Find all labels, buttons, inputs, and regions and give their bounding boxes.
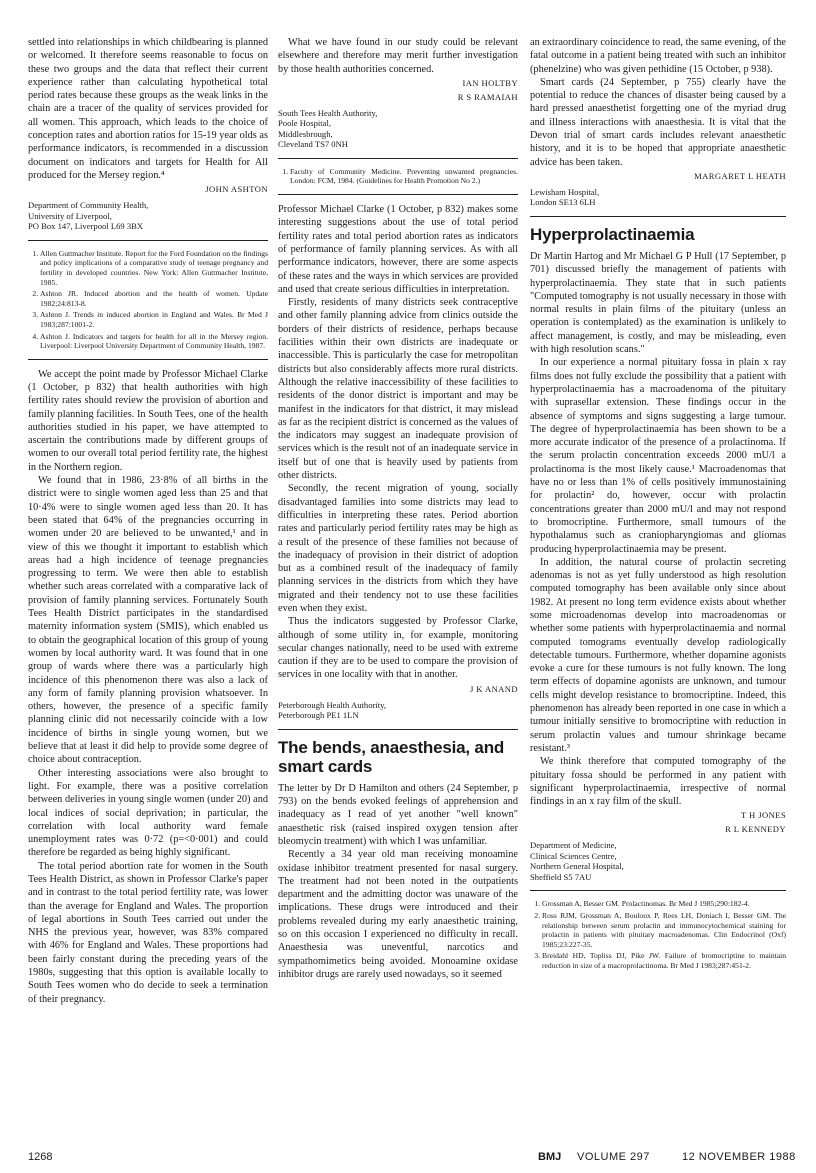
divider: [278, 194, 518, 195]
paragraph: What we have found in our study could be relevant elsewhere and therefore may merit further investigation by those health authorities concerned.: [278, 37, 518, 75]
paragraph: Firstly, residents of many districts seek contraceptive and other family planning advice from clinics outside the borders of their districts of residence, perhaps because facilities within their own districts are inadequate or inaccessible. This is particularly the case for metropolitan districts but also considerably affects more rural districts. Although the relative inaccessibility of these facilities to residents of the donor district is important and may be manifest in the indicators for that district, it may mislead as far as the recipient district is concerned as the values of the indicators may suggest an inadequate provision of services which is the result not of an inadequate service in itself but of one that is heavily used by patients from other districts.: [278, 297, 518, 482]
paragraph: The total period abortion rate for women in the South Tees Health District, as shown in Professor Clarke's paper and in contrast to the total period fertility rate, was lower than the average for England and Wales. The proportion of legal abortions in South Tees carried out under the NHS the previous year, however, was 83% compared with 46% for England and Wales. These proportions had been fairly constant during the preceding years of the 1980s, suggesting that this option is available locally to South Tees women who do decide to seek a termination of their pregnancy.: [28, 860, 268, 1005]
paragraph: Secondly, the recent migration of young, socially disadvantaged families into some districts may lead to difficulties in interpreting these rates. Period abortion rates and particularly period fertility rates may be high as a result of the presence of these families not because of the inadequacy of provision in their district of adoption but as a combined result of the inadequacy of family planning services in the districts from which they have migrated and their tendency not to use these facilities even when they exist.: [278, 483, 518, 614]
divider: [278, 158, 518, 159]
page-number: 1268: [28, 1151, 53, 1163]
reference-item: 3. Ashton J. Trends in induced abortion in England and Wales. Br Med J 1983;287:1001-2.: [40, 310, 268, 329]
paragraph: Professor Michael Clarke (1 October, p 832) makes some interesting suggestions about the use of total period fertility rates and total period abortion rates as indicators of performance of family planning services. As with all performance indicators, however, there are some aspects of these rates and the ways in which services are provided and used that create serious difficulties in interpretation.: [278, 204, 518, 295]
journal-name: BMJ: [538, 1151, 562, 1163]
author-address: Department of Medicine, Clinical Sciences Centre, Northern General Hospital, Sheffield S5 7AU: [530, 840, 624, 882]
reference-item: 1. Allen Guttmacher Institute. Report for the Ford Foundation on the findings and policy implications of a comparative study of teenage pregnancy and fertility in developed countries. New York: Allen Guttmacher Institute, 1985.: [40, 249, 268, 287]
section-heading: The bends, anaesthesia, and smart cards: [278, 737, 505, 776]
reference-item: 1. Grossman A, Besser GM. Prolactinomas. Br Med J 1985;290:182-4.: [542, 899, 786, 909]
column-3: [530, 36, 786, 973]
paragraph: We accept the point made by Professor Michael Clarke (1 October, p 832) that health authorities with high fertility rates should review the provision of abortion and family planning facilities. In South Tees, one of the health authorities studied in his paper, we have attempted to ascertain the contributions made by different groups of women to our overall total period fertility rate, the highest in the Northern region.: [28, 368, 268, 473]
section-heading: Hyperprolactinaemia: [530, 224, 695, 244]
author-signature: IAN HOLTBY: [462, 77, 518, 88]
reference-item: 1. Faculty of Community Medicine. Preventing unwanted pregnancies. London: FCM, 1984. (Guidelines for Health Promotion No 2.): [290, 167, 518, 186]
paragraph: Dr Martin Hartog and Mr Michael G P Hull (17 September, p 701) discussed briefly the management of patients with hyperprolactinaemia. They state that in such patients "Computed tomography is not usually necessary in those with normal results in plain films of the pituitary (unless an operation is contemplated) as the examination is unlikely to affect management, is costly, and may be misleading, even with high resolution scans.": [530, 250, 786, 356]
paragraph: In our experience a normal pituitary fossa in plain x ray films does not fully exclude the possibility that a patient with hyperprolactinaemia has a macroadenoma of the pituitary with suprasellar extension. These findings occur in the absence of symptoms and signs suggesting a large tumour. The degree of hyperprolactinaemia has been shown to be a more accurate indicator of the presence of a prolactinoma. If the serum prolactin concentration exceeds 2000 mU/l a prolactinoma is the most likely cause.¹ Macroadenomas that have no or less than 1% of cells positively immunostaining for prolactin² do, however, occur with prolactin concentrations greater than 2000 mU/l and may not respond to bromocriptine. Furthermore, small tumours of the hypothalamus such as craniopharyngiomas and gliomas producing hyperprolactinaemia may be present.: [530, 357, 786, 555]
paragraph: We found that in 1986, 23·8% of all births in the district were to single women aged less than 25 and that 10·4% were to single women aged less than 20. It has been stated that 64% of the pregnancies occurring in women under 20 are believed to be unwanted,¹ and in view of this we thought it important to establish which areas had a high incidence of teenage pregnancies progressing to term. We were then able to establish whether such areas correlated with a comparative lack of provision of family planning services. Fortunately South Tees Health District participates in the standardised maternity information system (SMIS), which enabled us to obtain the geographical location of this group of young women by local authority ward. It was found that in one group of wards where there was a particularly high incidence of this phenomenon there was also a lack of any form of family planning provision whatsoever. In others, however, the presence of a specific family planning clinic did not necessarily coincide with a low incidence of births in single young women, but we believe that at least it did help to provide some degree of choice about contraception.: [28, 475, 268, 766]
divider: [28, 359, 268, 360]
column-2: [278, 36, 518, 981]
paragraph: The letter by Dr D Hamilton and others (24 September, p 793) on the bends evoked feelings of apprehension and inadequacy as I read of yet another "well known" anaesthetic risk (raised inspired oxygen tension after bleomycin treatment) with which I was unfamiliar.: [278, 782, 518, 847]
author-signature: MARGARET L HEATH: [694, 170, 786, 181]
divider: [530, 890, 786, 891]
paragraph: an extraordinary coincidence to read, the same evening, of the fatal outcome in a patient being treated with such an inhibitor (phenelzine) who was given pethidine (15 October, p 938).: [530, 37, 786, 75]
reference-item: 2. Ross RJM, Grossman A, Bouloux P, Rees LH, Doniach I, Besser GM. The relationship between serum prolactin and immunocytochemical staining for prolactin in patients with pituitary macroadenomas. Clin Endocrinol (Oxf) 1985;23:227-35.: [542, 911, 786, 949]
author-address: Peterborough Health Authority, Peterborough PE1 1LN: [278, 699, 387, 721]
reference-item: 2. Ashton JR. Induced abortion and the health of women. Update 1982;24:813-8.: [40, 289, 268, 308]
paragraph: Recently a 34 year old man receiving monoamine oxidase inhibitor treatment presented for nasal surgery. The treatment had not been noted in the outpatients department and the admitting doctor was unaware of the implications. These drugs were introduced and their problems revealed during my early anaesthetic training, so on this occasion I experienced no difficulty in recall. Anaesthesia was uneventful, narcotics and sympathomimetics being avoided. Monoamine oxidase inhibitor drugs are rarely used nowadays, so it seemed: [278, 849, 518, 980]
divider: [278, 729, 518, 730]
journal-volume: VOLUME 297: [577, 1151, 650, 1163]
paragraph: Other interesting associations were also brought to light. For example, there was a positive correlation between deliveries in young single women (under 20) and local indices of social deprivation; in particular, the correlation with local authority ward female unemployment rates was 0·72 (p=<0·001) and could therefore be regarded as being highly significant.: [28, 767, 268, 859]
issue-date: 12 NOVEMBER 1988: [682, 1151, 796, 1163]
author-signature: T H JONES: [741, 810, 786, 821]
author-address: Lewisham Hospital, London SE13 6LH: [530, 186, 600, 208]
paragraph: settled into relationships in which childbearing is planned or welcomed. It therefore seems reasonable to focus on these two groups and the data that reflect their current experience rather than calculating hypothetical total period rates because these groups as the weak links in the chain are a tracer of the quality of services provided for all women. This approach, which leads to the choice of conception rates and abortion ratios for 15-19 year olds as performance indicators, is recommended in a discussion document on indicators and targets for Health for All produced for the Mersey region.⁴: [28, 37, 268, 181]
paragraph: Thus the indicators suggested by Professor Clarke, although of some utility in, for example, monitoring secular changes nationally, need to be used with extreme caution if they are to be used to compare the provision of services in one locality with that in another.: [278, 616, 518, 681]
column-1: [28, 36, 268, 1006]
author-signature: R S RAMAIAH: [457, 91, 518, 102]
paragraph: In addition, the natural course of prolactin secreting adenomas is not as yet fully understood as high resolution computed tomography has been available only since about 1982. At present no long term evidence exists about whether some microadenomas develop into macroadenomas or whether some patients with hyperprolactinaemia and normal computed tomograms eventually develop radiologically detectable tumours. Furthermore, whether dopamine agonists evoke a cure for these tumours is not fully known. The long term effects of dopamine agonists are unknown, and tumour cells might develop resistance to bromocriptine. Indeed, this phenomenon has already been reported in one case in which a tumour initially sensitive to bromocriptine with reduction in serum prolactin values and tumour shrinkage became resistant.³: [530, 556, 786, 754]
author-signature: J K ANAND: [469, 683, 518, 694]
paragraph: Smart cards (24 September, p 755) clearly have the potential to reduce the chances of disaster being caused by a hard pressed anaesthetist forgetting one of the myriad drug and illness interactions with anaesthesia. It is vital that the Devon trial of smart cards includes relevant anaesthetic history, and it is to be hoped that appropriate anaesthetic advice has been taken.: [530, 76, 786, 168]
author-address: Department of Community Health, University of Liverpool, PO Box 147, Liverpool L69 3BX: [28, 200, 149, 232]
paragraph: We think therefore that computed tomography of the pituitary fossa should be performed in any patient with significant hyperprolactinaemia, irrespective of normal findings in an x ray film of the skull.: [530, 756, 786, 808]
reference-list: [530, 899, 786, 970]
author-address: South Tees Health Authority, Poole Hospital, Middlesbrough, Cleveland TS7 0NH: [278, 107, 378, 150]
reference-list: [28, 249, 268, 351]
reference-item: 4. Ashton J. Indicators and targets for health for all in the Mersey region. Liverpool: Liverpool University Department of Community Health, 1987.: [40, 332, 268, 351]
author-signature: R L KENNEDY: [725, 824, 786, 835]
divider: [530, 216, 786, 217]
author-signature: JOHN ASHTON: [205, 184, 268, 195]
divider: [28, 240, 268, 241]
reference-item: 3. Breidahl HD, Topliss DJ, Pike JW. Failure of bromocriptine to maintain reduction in size of a macroprolactinoma. Br Med J 1983;287:451-2.: [542, 951, 786, 970]
reference-list: [278, 167, 518, 186]
